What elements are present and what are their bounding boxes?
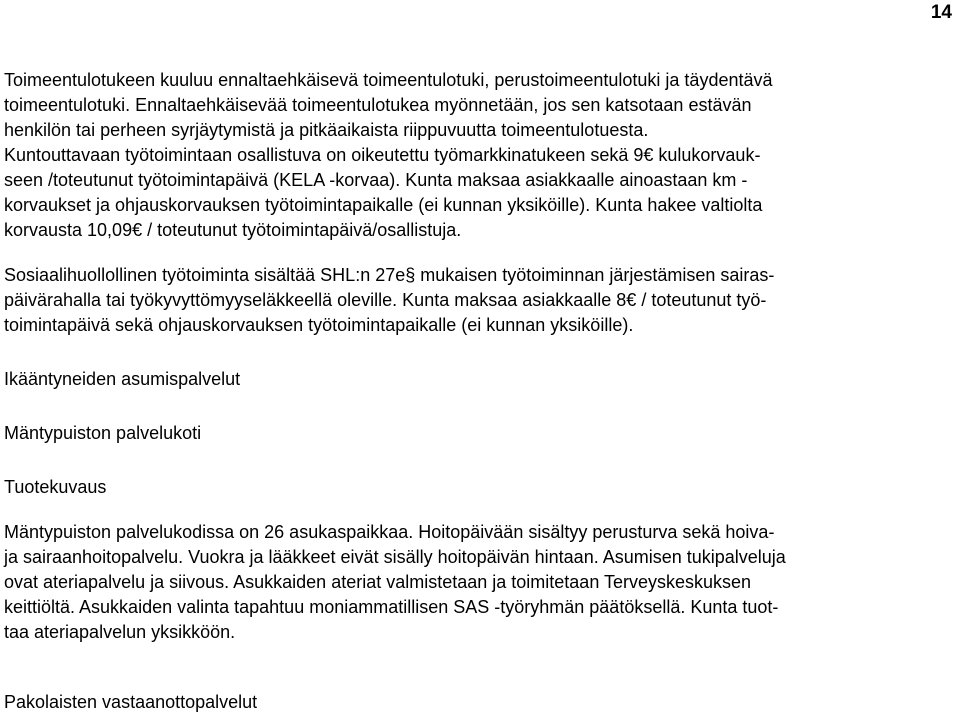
text-line: Kuntouttavaan työtoimintaan osallistuva on oikeutettu työmarkkinatukeen sekä 9€ kulukorvauk- (4, 145, 761, 165)
text-line: seen /toteutunut työtoimintapäivä (KELA -korvaa). Kunta maksaa asiakkaalle ainoastaan km - (4, 170, 748, 190)
heading-refugee-services: Pakolaisten vastaanottopalvelut (4, 692, 258, 712)
text-line: päivärahalla tai työkyvyttömyyseläkkeellä oleville. Kunta maksaa asiakkaalle 8€ / toteutunut työ- (4, 290, 767, 310)
text-line: Toimeentulotukeen kuuluu ennaltaehkäisevä toimeentulotuki, perustoimeentulotuki ja täydentävä (4, 70, 773, 90)
text-line: korvaukset ja ohjauskorvauksen työtoimintapaikalle (ei kunnan yksiköille). Kunta hakee valtiolta (4, 195, 763, 215)
page-number: 14 (930, 2, 952, 23)
heading-product-description: Tuotekuvaus (4, 477, 107, 497)
text-line: korvausta 10,09€ / toteutunut työtoimintapäivä/osallistuja. (4, 220, 462, 240)
text-line: Mäntypuiston palvelukodissa on 26 asukaspaikkaa. Hoitopäivään sisältyy perusturva sekä hoiva- (4, 522, 775, 542)
text-line: toimintapäivä sekä ohjauskorvauksen työtoimintapaikalle (ei kunnan yksiköille). (4, 315, 634, 335)
text-line: taa ateriapalvelun yksikköön. (4, 622, 236, 642)
paragraph-social-work-activity (4, 263, 954, 338)
text-line: toimeentulotuki. Ennaltaehkäisevää toimeentulotukea myönnetään, jos sen katsotaan estävän (4, 95, 752, 115)
text-line: ovat ateriapalvelu ja siivous. Asukkaiden ateriat valmistetaan ja toimitetaan Terveyskeskuksen (4, 572, 752, 592)
heading-elderly-housing: Ikääntyneiden asumispalvelut (4, 369, 241, 389)
heading-service-home: Mäntypuiston palvelukoti (4, 423, 202, 443)
text-line: ja sairaanhoitopalvelu. Vuokra ja lääkkeet eivät sisälly hoitopäivän hintaan. Asumisen tukipalveluja (4, 547, 786, 567)
text-line: Sosiaalihuollollinen työtoiminta sisältää SHL:n 27e§ mukaisen työtoiminnan järjestämisen sairas- (4, 265, 775, 285)
paragraph-income-support (4, 68, 954, 243)
document-body (4, 68, 954, 715)
text-line: keittiöltä. Asukkaiden valinta tapahtuu moniammatillisen SAS -työryhmän päätöksellä. Kunta tuot- (4, 597, 779, 617)
paragraph-service-home-details (4, 520, 954, 645)
text-line: henkilön tai perheen syrjäytymistä ja pitkäaikaista riippuvuutta toimeentulotuesta. (4, 120, 649, 140)
